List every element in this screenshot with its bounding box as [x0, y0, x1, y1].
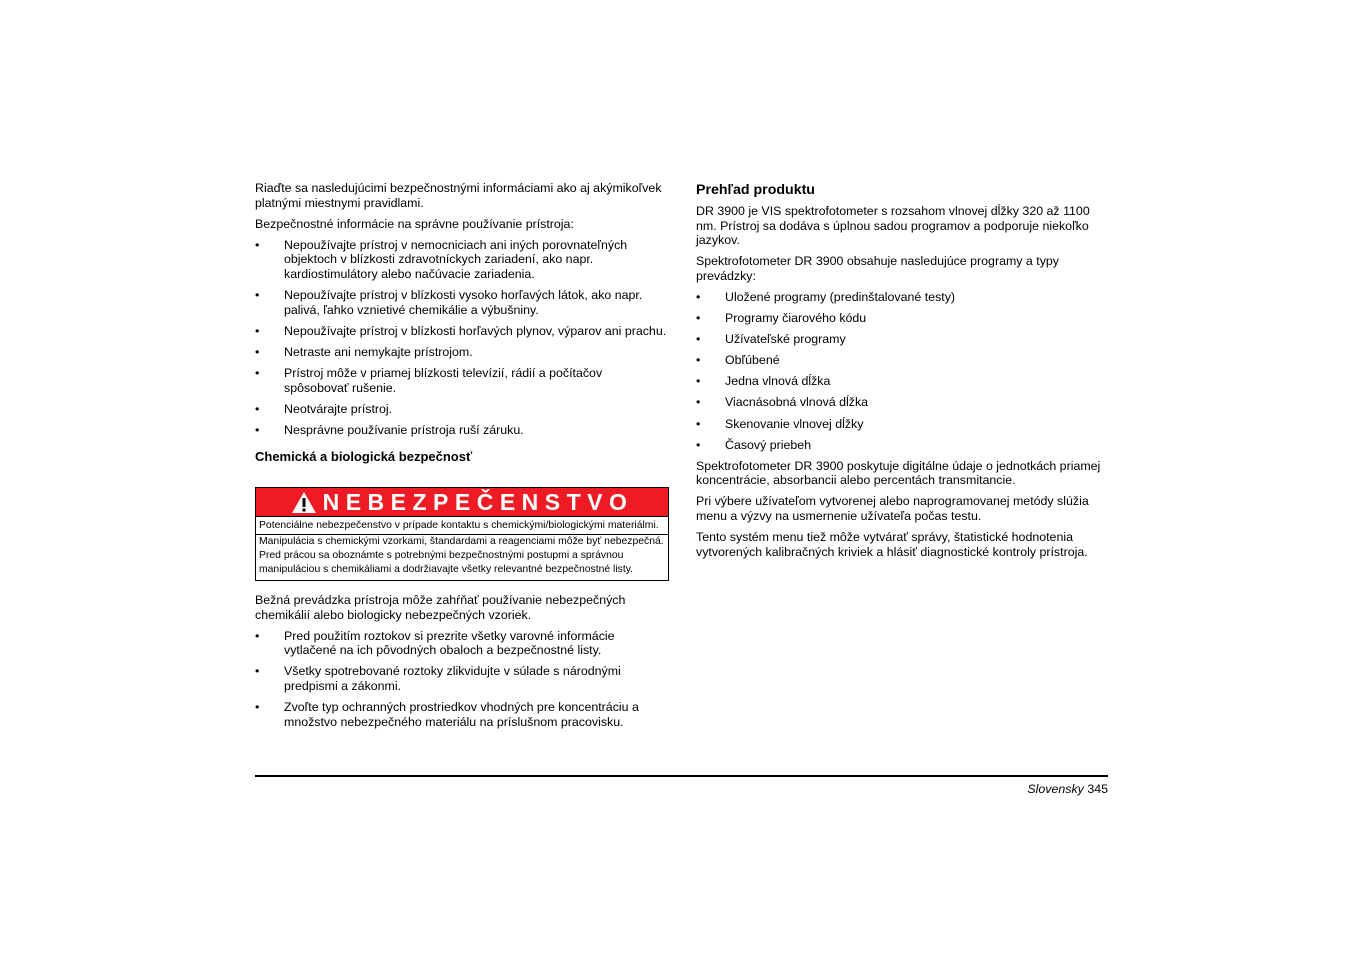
bullet: •	[696, 311, 701, 326]
bullet: •	[255, 700, 260, 714]
reports-paragraph: Tento systém menu tiež môže vytvárať správy, štatistické hodnotenia vytvorených kalibračných kriviek a hlásiť diagnostické kontroly prístroja.	[696, 530, 1088, 559]
list-item: • Programy čiarového kódu	[696, 311, 867, 326]
list-item: • Časový priebeh	[696, 437, 812, 452]
list-item: • Prístroj môže v priamej blízkosti televízií, rádií a počítačov spôsobovať rušenie.	[255, 365, 603, 395]
bullet: •	[255, 664, 260, 679]
bullet: •	[696, 374, 701, 389]
programs-intro: Spektrofotometer DR 3900 obsahuje nasledujúce programy a typy prevádzky:	[696, 254, 1059, 283]
list-item: • Nesprávne používanie prístroja ruší záruku.	[255, 422, 524, 437]
programs-list	[696, 290, 1108, 452]
list-item: • Všetky spotrebované roztoky zlikvidujte v súlade s národnými predpismi a zákonmi.	[255, 664, 621, 693]
bullet: •	[696, 353, 701, 368]
list-item: • Pred použitím roztokov si prezrite všetky varovné informácie vytlačené na ich pôvodných obaloch a bezpečnostné listy.	[255, 628, 615, 658]
bullet: •	[696, 289, 701, 304]
list-item: • Neotvárajte prístroj.	[255, 401, 393, 416]
footer-language: Slovensky	[1027, 782, 1084, 796]
bullet: •	[696, 395, 701, 410]
danger-title: NEBEZPEČENSTVO	[322, 489, 634, 516]
danger-line: Pred prácou sa oboznámte s potrebnými bezpečnostnými postupmi a správnou manipuláciou s chemikáliami a dodržiavajte všetky relevantné bezpečnostné listy.	[259, 550, 634, 575]
chem-list	[255, 629, 669, 730]
danger-notice	[255, 487, 669, 581]
list-item: • Nepoužívajte prístroj v blízkosti horľavých plynov, výparov ani prachu.	[255, 323, 667, 338]
list-item: • Nepoužívajte prístroj v nemocniciach ani iných porovnateľných objektoch v blízkosti zdravotníckych zariadení, ako napr. kardiostimulátory alebo načúvacie zariadenia.	[255, 237, 628, 281]
list-item: • Užívateľské programy	[696, 332, 846, 347]
list-item: • Obľúbené	[696, 353, 780, 368]
right-column	[696, 181, 1108, 566]
danger-body	[256, 517, 668, 580]
list-item: • Jedna vlnová dĺžka	[696, 374, 831, 389]
bullet: •	[255, 628, 260, 643]
menu-paragraph: Pri výbere užívateľom vytvorenej alebo naprogramovanej metódy slúžia menu a výzvy na usmernenie užívateľa počas testu.	[696, 494, 1089, 523]
bullet: •	[255, 344, 260, 359]
bullet: •	[255, 288, 260, 303]
bullet: •	[255, 401, 260, 416]
bullet: •	[255, 323, 260, 338]
safety-intro: Bezpečnostné informácie na správne používanie prístroja:	[255, 216, 574, 231]
safety-list	[255, 238, 669, 438]
list-item: • Skenovanie vlnovej dĺžky	[696, 416, 864, 431]
bullet: •	[696, 332, 701, 347]
list-item: • Zvoľte typ ochranných prostriedkov vhodných pre koncentráciu a množstvo nebezpečného materiálu na príslušnom pracovisku.	[255, 700, 639, 729]
list-item: • Nepoužívajte prístroj v blízkosti vysoko horľavých látok, ako napr. palivá, ľahko vznietivé chemikálie a výbušniny.	[255, 288, 643, 317]
data-paragraph: Spektrofotometer DR 3900 poskytuje digitálne údaje o jednotkách priamej koncentrácie, absorbancii alebo percentách transmitancie.	[696, 458, 1101, 488]
list-item: • Viacnásobná vlnová dĺžka	[696, 395, 869, 410]
chem-paragraph: Bežná prevádzka prístroja môže zahŕňať používanie nebezpečných chemikálií alebo biologicky nebezpečných vzoriek.	[255, 592, 626, 622]
bullet: •	[255, 365, 260, 380]
warning-triangle-icon	[291, 491, 317, 514]
bullet: •	[696, 416, 701, 431]
page-number: 345	[1087, 782, 1108, 796]
bullet: •	[696, 437, 701, 452]
overview-paragraph: DR 3900 je VIS spektrofotometer s rozsahom vlnovej dĺžky 320 až 1100 nm. Prístroj sa dodáva s úplnou sadou programov a podporuje niekoľko jazykov.	[696, 204, 1090, 248]
danger-line: Manipulácia s chemickými vzorkami, štandardami a reagenciami môže byť nebezpečná.	[259, 535, 664, 547]
chem-bio-heading: Chemická a biologická bezpečnosť	[255, 449, 473, 465]
danger-line: Potenciálne nebezpečenstvo v prípade kontaktu s chemickými/biologickými materiálmi.	[256, 519, 668, 534]
left-column	[255, 181, 669, 736]
page-footer	[1027, 782, 1108, 796]
intro-paragraph: Riaďte sa nasledujúcimi bezpečnostnými informáciami ako aj akýmikoľvek platnými miestnymi pravidlami.	[255, 181, 662, 210]
list-item: • Netraste ani nemykajte prístrojom.	[255, 344, 473, 359]
footer-rule	[255, 775, 1108, 777]
bullet: •	[255, 422, 260, 437]
danger-header	[256, 488, 668, 517]
list-item: • Uložené programy (predinštalované testy)	[696, 289, 956, 304]
bullet: •	[255, 237, 260, 252]
product-overview-heading: Prehľad produktu	[696, 182, 815, 198]
